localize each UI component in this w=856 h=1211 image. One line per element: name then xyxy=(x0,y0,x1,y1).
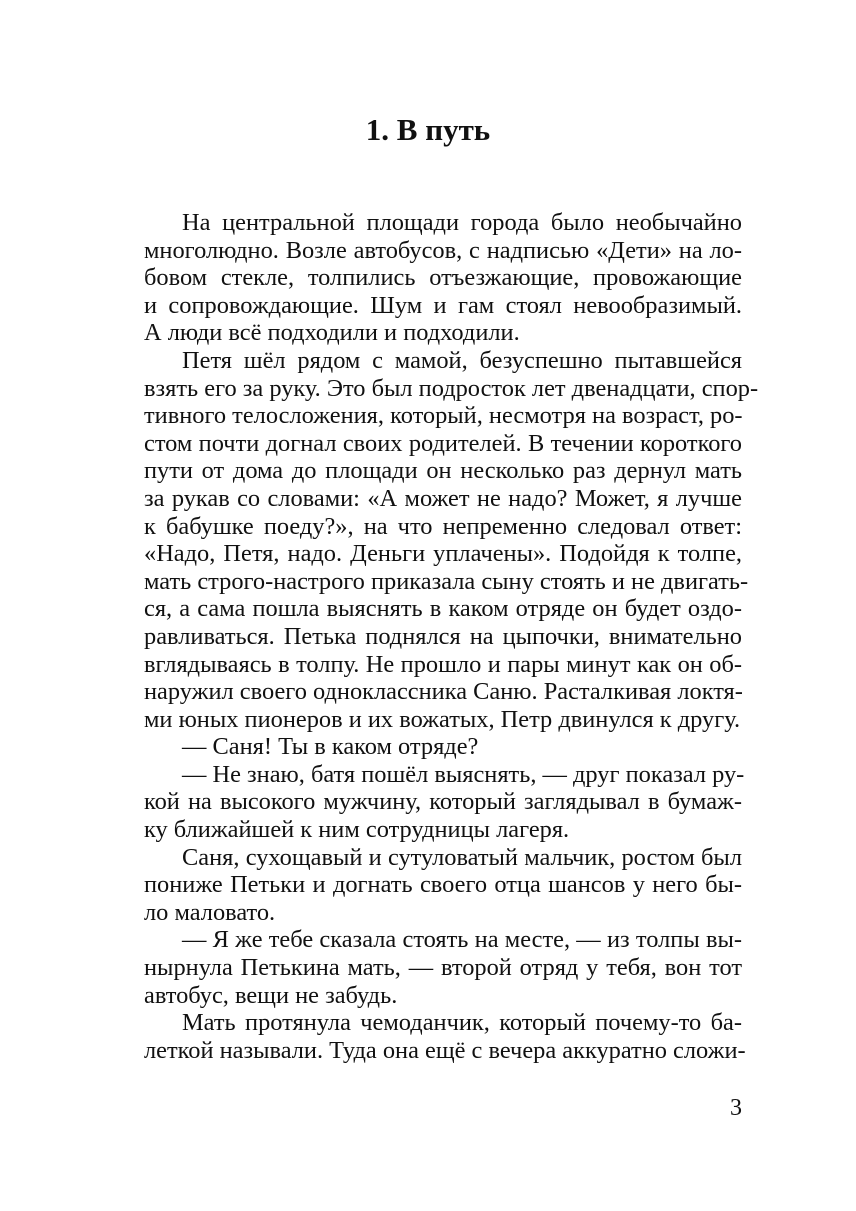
paragraph-line: — Саня! Ты в каком отряде? xyxy=(182,733,479,761)
chapter-title: 1. В путь xyxy=(365,112,491,147)
paragraph-line: и сопровождающие. Шум и гам стоял невообразимый. xyxy=(144,291,742,319)
paragraph-line: кой на высокого мужчину, который заглядывал в бумаж- xyxy=(144,788,742,816)
paragraph-line: — Я же тебе сказала стоять на месте, — из толпы вы- xyxy=(182,926,742,954)
paragraph-line: автобус, вещи не забудь. xyxy=(144,981,398,1009)
paragraph-line: ми юных пионеров и их вожатых, Петр двинулся к другу. xyxy=(144,705,741,733)
paragraph-line: тивного телосложения, который, несмотря на возраст, ро- xyxy=(144,402,743,430)
paragraph-line: ся, а сама пошла выяснять в каком отряде он будет оздо- xyxy=(144,595,742,623)
paragraph-line: стом почти догнал своих родителей. В течении короткого xyxy=(144,429,742,457)
paragraph-line: взять его за руку. Это был подросток лет двенадцати, спор- xyxy=(144,374,759,402)
paragraph-line: наружил своего одноклассника Саню. Расталкивая локтя- xyxy=(144,678,743,706)
paragraph-line: многолюдно. Возле автобусов, с надписью «Дети» на ло- xyxy=(144,236,742,264)
paragraph-line: На центральной площади города было необычайно xyxy=(182,209,742,236)
paragraph-line: ло маловато. xyxy=(144,898,276,926)
paragraph-line: Саня, сухощавый и сутуловатый мальчик, ростом был xyxy=(182,843,742,871)
paragraph-line: пути от дома до площади он несколько раз дернул мать xyxy=(144,457,742,485)
page-number: 3 xyxy=(730,1095,742,1121)
paragraph-line: вглядываясь в толпу. Не прошло и пары минут как он об- xyxy=(144,650,742,678)
paragraph-line: пониже Петьки и догнать своего отца шансов у него бы- xyxy=(144,871,742,899)
paragraph-line: нырнула Петькина мать, — второй отряд у тебя, вон тот xyxy=(144,954,742,982)
body-text xyxy=(144,209,759,1064)
paragraph-line: А люди всё подходили и подходили. xyxy=(144,319,520,347)
paragraph-line: к бабушке поеду?», на что непременно следовал ответ: xyxy=(144,512,742,540)
paragraph-line: — Не знаю, батя пошёл выяснять, — друг показал ру- xyxy=(182,760,745,788)
paragraph-line: Мать протянула чемоданчик, который почему-то ба- xyxy=(182,1009,742,1037)
paragraph-line: «Надо, Петя, надо. Деньги уплачены». Подойдя к толпе, xyxy=(144,540,742,568)
paragraph-line: леткой называли. Туда она ещё с вечера аккуратно сложи- xyxy=(144,1036,746,1064)
paragraph-line: за рукав со словами: «А может не надо? Может, я лучше xyxy=(144,484,742,512)
paragraph-line: равливаться. Петька поднялся на цыпочки, внимательно xyxy=(144,622,742,650)
paragraph-line: ку ближайшей к ним сотрудницы лагеря. xyxy=(144,816,570,844)
paragraph-line: бовом стекле, толпились отъезжающие, провожающие xyxy=(144,264,742,292)
paragraph-line: мать строго-настрого приказала сыну стоять и не двигать- xyxy=(144,567,749,595)
paragraph-line: Петя шёл рядом с мамой, безуспешно пытавшейся xyxy=(182,346,742,374)
